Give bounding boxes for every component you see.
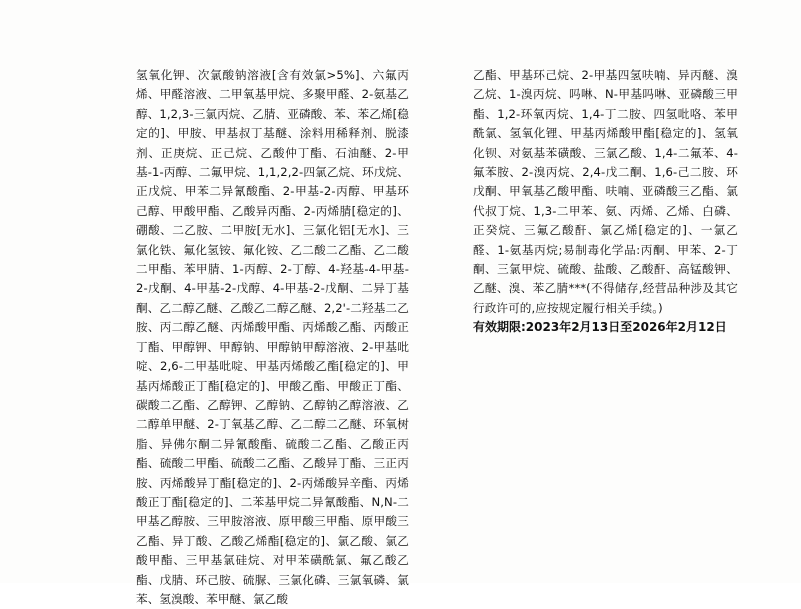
chemical-list-left-column xyxy=(136,66,409,609)
chemical-list-text-right: 乙酯、甲基环己烷、2-甲基四氢呋喃、异丙醚、溴乙烷、1-溴丙烷、吗啉、N-甲基吗啉、亚磷酸三甲酯、1,2-环氧丙烷、1,4-丁二胺、四氢吡咯、苯甲酰氯、氢氧化锂、甲基丙烯酸甲酯[稳定的]、氢氧化钡、对氨基苯磺酸、三氯乙酸、1,4-二氟苯、4-氟苯胺、2-溴丙烷、2,4-戊二酮、1,6-己二胺、环戊酮、甲氧基乙酸甲酯、呋喃、亚磷酸三乙酯、氯代叔丁烷、1,3-二甲苯、氨、丙烯、乙烯、白磷、正癸烷、三氟乙酸酐、氯乙烯[稳定的]、一氯乙醛、1-氨基丙烷;易制毒化学品:丙酮、甲苯、2-丁酮、三氯甲烷、硫酸、盐酸、乙酸酐、高锰酸钾、乙醚、溴、苯乙腈***(不得储存,经营品种涉及其它行政许可的,应按规定履行相关手续。) xyxy=(473,68,738,315)
validity-period: 有效期限:2023年2月13日至2026年2月12日 xyxy=(473,320,727,335)
chemical-list-right-column xyxy=(473,66,738,338)
chemical-list-text-left: 氢氧化钾、次氯酸钠溶液[含有效氯>5%]、六氟丙烯、甲醛溶液、二甲氧基甲烷、多聚甲醛、2-氨基乙醇、1,2,3-三氯丙烷、乙腈、亚磷酸、苯、苯乙烯[稳定的]、甲胺、甲基叔丁基醚、涂料用稀释剂、脱漆剂、正庚烷、正己烷、乙酸仲丁酯、石油醚、2-甲基-1-丙醇、二氟甲烷、1,1,2,2-四氯乙烷、环戊烷、正戊烷、甲苯二异氰酸酯、2-甲基-2-丙醇、甲基环己醇、甲酸甲酯、乙酸异丙酯、2-丙烯腈[稳定的]、硼酸、二乙胺、二甲胺[无水]、三氯化铝[无水]、三氯化铁、氟化氢铵、氟化铵、乙二酸二乙酯、乙二酸二甲酯、苯甲腈、1-丙醇、2-丁醇、4-羟基-4-甲基-2-戊酮、4-甲基-2-戊醇、4-甲基-2-戊酮、二异丁基酮、乙二醇乙醚、乙酸乙二醇乙醚、2,2'-二羟基二乙胺、丙二醇乙醚、丙烯酸甲酯、丙烯酸乙酯、丙酸正丁酯、甲醇钾、甲醇钠、甲醇钠甲醇溶液、2-甲基吡啶、2,6-二甲基吡啶、甲基丙烯酸乙酯[稳定的]、甲基丙烯酸正丁酯[稳定的]、甲酸乙酯、甲酸正丁酯、碳酸二乙酯、乙醇钾、乙醇钠、乙醇钠乙醇溶液、乙二醇单甲醚、2-丁氧基乙醇、乙二醇二乙醚、环氧树脂、异佛尔酮二异氰酸酯、硫酸二乙酯、乙酸正丙酯、硫酸二甲酯、硫酸二乙酯、乙酸异丁酯、三正丙胺、丙烯酸异丁酯[稳定的]、2-丙烯酸异辛酯、丙烯酸正丁酯[稳定的]、二苯基甲烷二异氰酸酯、N,N-二甲基乙醇胺、三甲胺溶液、原甲酸三甲酯、原甲酸三乙酯、异丁酸、乙酸乙烯酯[稳定的]、氯乙酸、氯乙酸甲酯、三甲基氯硅烷、对甲苯磺酰氯、氟乙酸乙酯、戊腈、环己胺、硫脲、三氯化磷、三氯氧磷、氯苯、氢溴酸、苯甲醚、氯乙酸 xyxy=(136,68,409,606)
